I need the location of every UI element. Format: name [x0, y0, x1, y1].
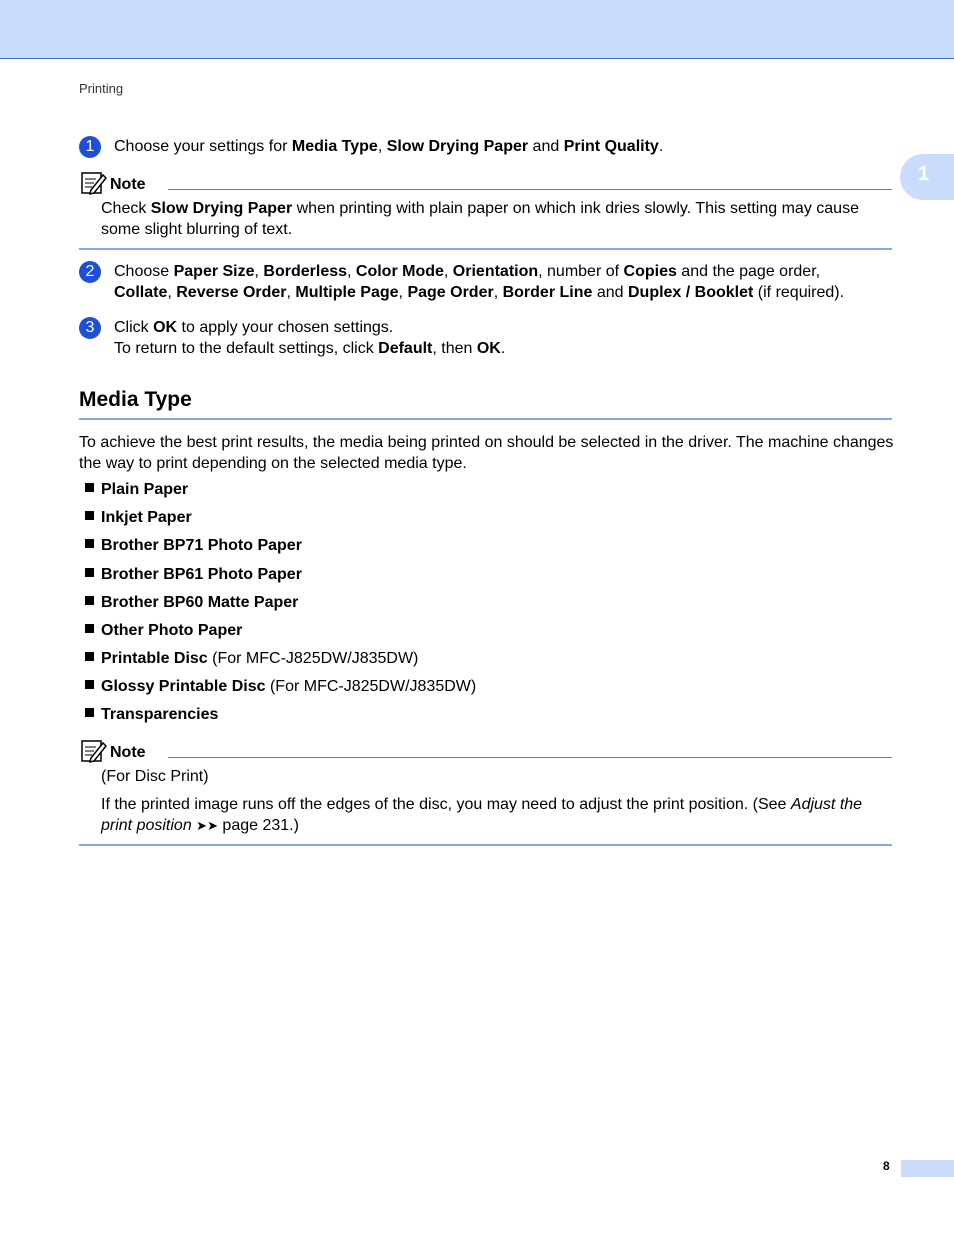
note-rule — [168, 757, 892, 758]
text: . — [658, 138, 664, 155]
ui-term: Collate — [114, 284, 168, 301]
note-text-disc: (For Disc Print) — [101, 768, 209, 785]
ui-term: Orientation — [452, 263, 539, 280]
note-pencil-icon — [81, 171, 107, 195]
text: , — [167, 284, 177, 301]
note-end-rule — [79, 844, 892, 846]
bullet-square-icon — [85, 708, 94, 717]
media-type-note: (For MFC-J825DW/J835DW) — [265, 678, 477, 695]
ui-term: Color Mode — [355, 263, 444, 280]
media-type-name: Brother BP61 Photo Paper — [101, 566, 302, 583]
ui-term: Paper Size — [173, 263, 255, 280]
text: and — [528, 138, 564, 155]
bullet-square-icon — [85, 680, 94, 689]
text: , — [377, 138, 387, 155]
note-label: Note — [110, 176, 146, 193]
ui-term: Reverse Order — [176, 284, 287, 301]
ui-term: Copies — [623, 263, 677, 280]
text: , — [347, 263, 356, 280]
text: to apply your chosen settings. — [177, 319, 394, 336]
text: , — [443, 263, 453, 280]
media-type-name: Glossy Printable Disc — [101, 678, 266, 695]
media-type-name: Plain Paper — [101, 481, 189, 498]
note-end-rule — [79, 248, 892, 250]
list-item — [85, 508, 192, 528]
section-heading: Media Type — [79, 388, 192, 411]
ui-term: Multiple Page — [295, 284, 399, 301]
media-type-name: Other Photo Paper — [101, 622, 243, 639]
list-item — [85, 480, 188, 500]
media-type-name: Transparencies — [101, 706, 219, 723]
step-text — [114, 317, 904, 359]
media-type-note: (For MFC-J825DW/J835DW) — [207, 650, 419, 667]
media-type-name: Inkjet Paper — [101, 509, 192, 526]
ui-term: Border Line — [502, 284, 593, 301]
text: Click — [114, 319, 154, 336]
text: Choose — [114, 263, 174, 280]
media-type-name: Brother BP60 Matte Paper — [101, 594, 299, 611]
text: and — [592, 284, 628, 301]
double-arrow-icon: ➤➤ — [196, 818, 218, 833]
step-number-badge: 1 — [79, 136, 101, 158]
text: and the page order, — [676, 263, 821, 280]
text: when printing with plain paper on which ink dries slowly. This setting may cause some slight blurring of text. — [101, 200, 859, 238]
text: , — [254, 263, 264, 280]
chapter-number: 1 — [918, 163, 930, 185]
ui-term: OK — [476, 340, 501, 357]
text: , — [493, 284, 503, 301]
note-label: Note — [110, 744, 146, 761]
list-item — [85, 536, 302, 556]
bullet-square-icon — [85, 652, 94, 661]
text: , then — [432, 340, 477, 357]
ui-term: OK — [153, 319, 178, 336]
ui-term: Borderless — [263, 263, 348, 280]
page-number: 8 — [883, 1159, 890, 1173]
text: , number of — [538, 263, 624, 280]
bullet-square-icon — [85, 483, 94, 492]
note-text — [101, 794, 891, 836]
text: page 231.) — [217, 817, 299, 834]
text: (if required). — [753, 284, 845, 301]
bullet-square-icon — [85, 539, 94, 548]
note-pencil-icon — [81, 739, 107, 763]
note-text — [101, 198, 891, 240]
bullet-square-icon — [85, 624, 94, 633]
text: . — [500, 340, 506, 357]
section-paragraph: To achieve the best print results, the media being printed on should be selected in the driver. The machine changes the way to print depending on the selected media type. — [79, 434, 894, 472]
note-rule — [168, 189, 892, 190]
text: If the printed image runs off the edges of the disc, you may need to adjust the print position. (See — [101, 796, 791, 813]
bullet-square-icon — [85, 511, 94, 520]
ui-term: Default — [378, 340, 433, 357]
ui-term: Slow Drying Paper — [386, 138, 529, 155]
list-item — [85, 677, 476, 697]
media-type-name: Printable Disc — [101, 650, 208, 667]
text: , — [398, 284, 408, 301]
text: , — [286, 284, 296, 301]
list-item — [85, 565, 302, 585]
text: To return to the default settings, click — [114, 340, 379, 357]
cross-reference-link[interactable]: Adjust the print position — [101, 796, 863, 834]
footer-tab — [901, 1160, 954, 1177]
step-number-badge: 3 — [79, 317, 101, 339]
list-item — [85, 621, 242, 641]
text: Choose your settings for — [114, 138, 292, 155]
media-type-name: Brother BP71 Photo Paper — [101, 537, 302, 554]
list-item — [85, 593, 298, 613]
ui-term: Print Quality — [563, 138, 659, 155]
list-item — [85, 649, 418, 669]
bullet-square-icon — [85, 596, 94, 605]
header-band — [0, 0, 954, 59]
ui-term: Duplex / Booklet — [627, 284, 754, 301]
step-text — [114, 136, 904, 157]
ui-term: Slow Drying Paper — [150, 200, 293, 217]
section-label: Printing — [79, 81, 124, 96]
text: Check — [101, 200, 151, 217]
step-number-badge: 2 — [79, 261, 101, 283]
bullet-square-icon — [85, 568, 94, 577]
ui-term: Media Type — [291, 138, 378, 155]
step-text — [114, 261, 904, 303]
list-item — [85, 705, 218, 725]
heading-rule — [79, 418, 892, 420]
ui-term: Page Order — [407, 284, 494, 301]
